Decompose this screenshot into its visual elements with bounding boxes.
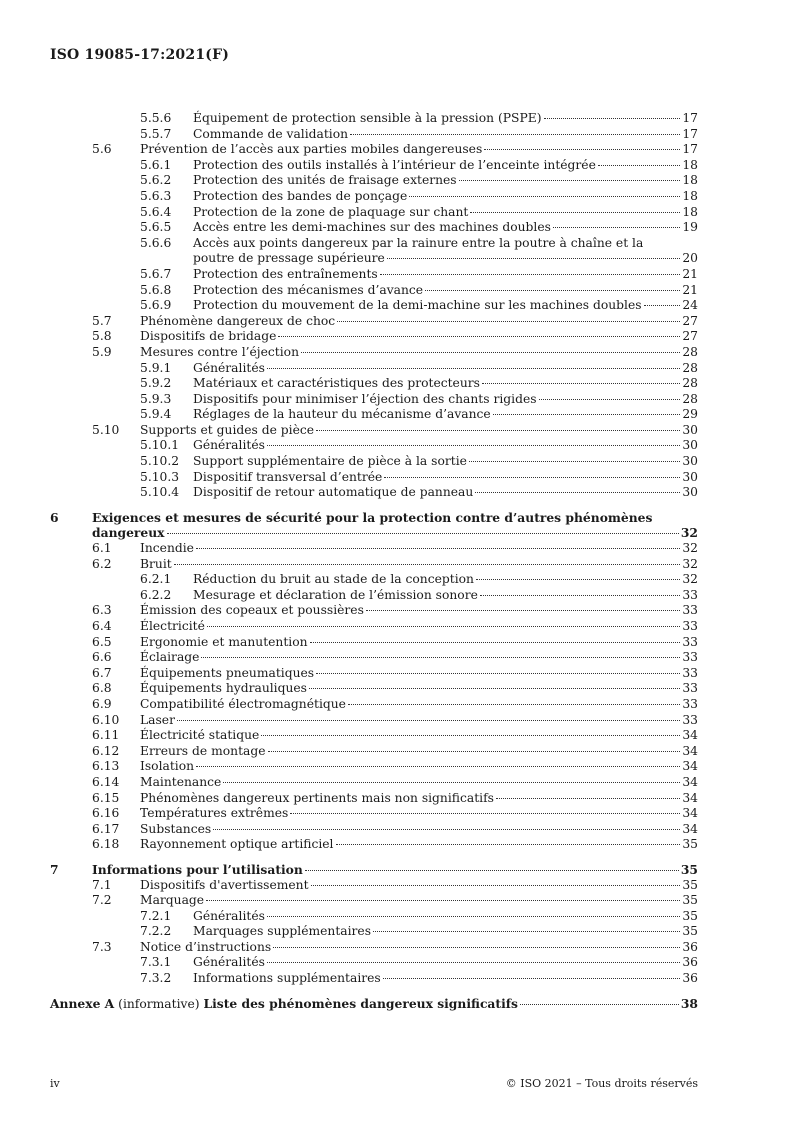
toc-entry[interactable] <box>50 744 698 760</box>
toc-entry-title: Dispositifs d'avertissement <box>140 877 309 892</box>
toc-annex-title <box>50 996 518 1013</box>
dot-leader <box>174 564 681 565</box>
table-of-contents <box>50 111 698 1011</box>
dot-leader <box>475 492 680 493</box>
toc-entry-number: 6.16 <box>92 806 120 821</box>
toc-entry-title: Températures extrêmes <box>140 806 289 821</box>
toc-entry-title: Éclairage <box>140 650 200 665</box>
toc-entry-title: Exigences et mesures de sécurité pour la protection contre d’autres phénomènes <box>92 509 653 525</box>
toc-entry[interactable] <box>50 251 698 267</box>
dot-leader <box>316 430 680 431</box>
toc-entry-title: Généralités <box>193 438 265 453</box>
toc-entry-title: Marquages supplémentaires <box>193 924 372 939</box>
toc-page-number: 35 <box>682 908 698 923</box>
toc-page-number: 36 <box>682 971 698 986</box>
toc-entry-number: 6.8 <box>92 681 112 696</box>
dot-leader <box>336 844 681 845</box>
toc-entry[interactable] <box>50 423 698 439</box>
toc-page-number: 32 <box>682 572 698 587</box>
toc-entry-title: Protection du mouvement de la demi-machine sur les machines doubles <box>193 298 642 313</box>
toc-entry[interactable] <box>50 361 698 377</box>
toc-entry[interactable] <box>50 603 698 619</box>
toc-entry[interactable] <box>50 158 698 174</box>
toc-page-number: 36 <box>682 955 698 970</box>
toc-entry[interactable] <box>50 283 698 299</box>
toc-entry-title: Électricité statique <box>140 728 260 743</box>
toc-page-number: 35 <box>682 877 698 892</box>
toc-page-number: 30 <box>682 422 698 437</box>
toc-entry-number: 5.6 <box>92 142 112 157</box>
annex-title-text: Liste des phénomènes dangereux significatifs <box>203 995 518 1011</box>
toc-entry[interactable] <box>50 635 698 651</box>
annex-qualifier: (informative) <box>118 996 200 1011</box>
dot-leader <box>350 134 680 135</box>
toc-entry[interactable] <box>50 267 698 283</box>
dot-leader <box>207 626 680 627</box>
dot-leader <box>539 399 681 400</box>
toc-page-number: 34 <box>682 790 698 805</box>
toc-entry-title: Dispositifs pour minimiser l’éjection des chants rigides <box>193 391 537 406</box>
toc-page-number: 33 <box>682 712 698 727</box>
toc-page-number: 33 <box>682 665 698 680</box>
toc-entry-number: 6.2 <box>92 556 112 571</box>
toc-entry-title: Informations pour l’utilisation <box>92 861 303 877</box>
toc-entry-title: Incendie <box>140 541 194 556</box>
toc-entry[interactable] <box>50 345 698 361</box>
dot-leader <box>348 704 680 705</box>
toc-entry[interactable] <box>50 557 698 573</box>
dot-leader <box>493 414 681 415</box>
toc-entry-number: 5.9 <box>92 344 112 359</box>
dot-leader <box>598 165 680 166</box>
toc-page-number: 21 <box>682 282 698 297</box>
toc-entry-title: Notice d’instructions <box>140 939 272 954</box>
toc-entry-title: Substances <box>140 821 212 836</box>
toc-entry-number: 5.10.2 <box>140 454 180 469</box>
toc-page-number: 33 <box>682 587 698 602</box>
toc-entry-line <box>50 236 698 252</box>
toc-entry-number: 5.10.3 <box>140 469 180 484</box>
toc-entry-number: 6.2.1 <box>140 572 172 587</box>
toc-entry-number: 5.10 <box>92 422 120 437</box>
toc-entry-title: Mesurage et déclaration de l’émission sonore <box>193 587 478 602</box>
dot-leader <box>520 1004 679 1005</box>
toc-page-number: 32 <box>682 556 698 571</box>
dot-leader <box>305 870 679 871</box>
toc-entry[interactable] <box>50 438 698 454</box>
toc-entry-title: Matériaux et caractéristiques des protecteurs <box>193 376 480 391</box>
toc-entry-title: Dispositifs de bridage <box>140 329 277 344</box>
toc-annex-entry[interactable] <box>50 996 698 1012</box>
toc-page-number: 21 <box>682 266 698 281</box>
toc-entry-title: Rayonnement optique artificiel <box>140 837 334 852</box>
toc-entry[interactable] <box>50 314 698 330</box>
toc-entry-number: 5.6.6 <box>140 235 172 250</box>
toc-entry-title: Mesures contre l’éjection <box>140 344 299 359</box>
toc-entry[interactable] <box>50 759 698 775</box>
toc-entry-number: 6.15 <box>92 790 120 805</box>
toc-entry[interactable] <box>50 392 698 408</box>
toc-entry[interactable] <box>50 650 698 666</box>
dot-leader <box>273 947 680 948</box>
toc-page-number: 33 <box>682 634 698 649</box>
toc-entry-number: 5.6.4 <box>140 204 172 219</box>
dot-leader <box>309 688 680 689</box>
toc-entry-number: 7.1 <box>92 877 112 892</box>
dot-leader <box>196 766 680 767</box>
toc-entry[interactable] <box>50 588 698 604</box>
toc-entry[interactable] <box>50 127 698 143</box>
toc-entry-number: 5.5.7 <box>140 126 172 141</box>
toc-entry[interactable] <box>50 878 698 894</box>
toc-page-number: 33 <box>682 681 698 696</box>
dot-leader <box>316 673 680 674</box>
dot-leader <box>310 642 681 643</box>
toc-entry[interactable] <box>50 470 698 486</box>
toc-entry-number: 5.6.9 <box>140 298 172 313</box>
toc-entry[interactable] <box>50 619 698 635</box>
toc-entry[interactable] <box>50 713 698 729</box>
toc-entry[interactable] <box>50 205 698 221</box>
toc-entry[interactable] <box>50 837 698 853</box>
dot-leader <box>261 735 680 736</box>
dot-leader <box>383 978 681 979</box>
toc-entry-number: 6.14 <box>92 774 120 789</box>
toc-entry-title: Maintenance <box>140 774 222 789</box>
toc-entry-title: dangereux <box>92 525 165 541</box>
toc-entry-title: Dispositif de retour automatique de panneau <box>193 485 474 500</box>
dot-leader <box>553 227 680 228</box>
dot-leader <box>484 149 680 150</box>
dot-leader <box>267 445 680 446</box>
toc-entry-title: Émission des copeaux et poussières <box>140 603 364 618</box>
toc-entry[interactable] <box>50 329 698 345</box>
toc-page-number: 30 <box>682 438 698 453</box>
toc-page-number: 33 <box>682 650 698 665</box>
toc-entry-number: 6.18 <box>92 837 120 852</box>
toc-entry-number: 7.2 <box>92 893 112 908</box>
toc-entry[interactable] <box>50 862 698 878</box>
toc-page-number: 34 <box>682 821 698 836</box>
toc-page-number: 33 <box>682 696 698 711</box>
toc-entry-number: 5.9.2 <box>140 376 172 391</box>
dot-leader <box>366 610 680 611</box>
toc-page-number: 34 <box>682 759 698 774</box>
toc-entry-title: Dispositif transversal d’entrée <box>193 469 383 484</box>
toc-entry-title: Protection des bandes de ponçage <box>193 188 408 203</box>
toc-entry-title: Équipements pneumatiques <box>140 665 315 680</box>
dot-leader <box>278 336 680 337</box>
toc-entry-title: Protection des entraînements <box>193 266 378 281</box>
toc-entry-title: Compatibilité électromagnétique <box>140 696 346 711</box>
dot-leader <box>387 258 681 259</box>
toc-entry-title: Phénomènes dangereux pertinents mais non significatifs <box>140 790 494 805</box>
toc-entry-number: 7 <box>50 861 59 877</box>
toc-entry-title: Protection des mécanismes d’avance <box>193 282 424 297</box>
toc-entry[interactable] <box>50 728 698 744</box>
toc-entry-title: Équipements hydrauliques <box>140 681 307 696</box>
toc-entry[interactable] <box>50 775 698 791</box>
dot-leader <box>311 885 681 886</box>
toc-entry-number: 5.9.1 <box>140 360 172 375</box>
dot-leader <box>544 118 681 119</box>
toc-entry-number: 5.6.3 <box>140 188 172 203</box>
toc-page-number: 27 <box>682 313 698 328</box>
toc-entry-number: 6.3 <box>92 603 112 618</box>
toc-entry-number: 6.13 <box>92 759 120 774</box>
toc-page-number: 35 <box>682 837 698 852</box>
dot-leader <box>476 579 680 580</box>
toc-page-number: 28 <box>682 376 698 391</box>
toc-page-number: 38 <box>680 995 698 1011</box>
toc-page-number: 30 <box>682 485 698 500</box>
toc-page-number: 36 <box>682 939 698 954</box>
toc-page-number: 17 <box>682 111 698 125</box>
toc-entry-number: 6 <box>50 509 59 525</box>
toc-entry-title: Réduction du bruit au stade de la conception <box>193 572 474 587</box>
toc-entry[interactable] <box>50 376 698 392</box>
dot-leader <box>469 461 680 462</box>
dot-leader <box>380 274 681 275</box>
toc-entry-number: 6.11 <box>92 728 120 743</box>
dot-leader <box>459 180 681 181</box>
toc-entry-number: 5.6.5 <box>140 220 172 235</box>
toc-entry-number: 5.9.3 <box>140 391 172 406</box>
toc-entry-number: 5.6.8 <box>140 282 172 297</box>
toc-entry[interactable] <box>50 971 698 987</box>
toc-entry-number: 5.9.4 <box>140 407 172 422</box>
toc-entry-title: Prévention de l’accès aux parties mobiles dangereuses <box>140 142 483 157</box>
toc-entry-title: Phénomène dangereux de choc <box>140 313 336 328</box>
toc-page-number: 34 <box>682 806 698 821</box>
toc-entry-title: Protection des outils installés à l’intérieur de l’enceinte intégrée <box>193 157 596 172</box>
toc-page-number: 19 <box>682 220 698 235</box>
toc-entry[interactable] <box>50 525 698 541</box>
dot-leader <box>409 196 680 197</box>
toc-entry-title: Protection des unités de fraisage externes <box>193 173 457 188</box>
dot-leader <box>267 962 680 963</box>
toc-entry-title: Supports et guides de pièce <box>140 422 315 437</box>
toc-entry-title: Généralités <box>193 908 265 923</box>
toc-entry-line <box>50 510 698 526</box>
toc-page-number: 17 <box>682 126 698 141</box>
dot-leader <box>268 751 681 752</box>
toc-entry-title: Erreurs de montage <box>140 743 266 758</box>
toc-entry-number: 5.5.6 <box>140 111 172 125</box>
toc-page-number: 32 <box>680 525 698 541</box>
toc-page-number: 18 <box>682 188 698 203</box>
toc-entry[interactable] <box>50 220 698 236</box>
toc-entry[interactable] <box>50 822 698 838</box>
toc-page-number: 18 <box>682 173 698 188</box>
toc-entry[interactable] <box>50 681 698 697</box>
toc-entry-number: 6.5 <box>92 634 112 649</box>
toc-entry-number: 5.8 <box>92 329 112 344</box>
toc-entry-number: 7.2.1 <box>140 908 172 923</box>
toc-page-number: 28 <box>682 344 698 359</box>
toc-entry-number: 5.10.4 <box>140 485 180 500</box>
toc-entry-title: Laser <box>140 712 175 727</box>
toc-entry-number: 7.3.1 <box>140 955 172 970</box>
dot-leader <box>384 477 680 478</box>
toc-entry-title: Informations supplémentaires <box>193 971 381 986</box>
annex-label: Annexe A <box>50 995 115 1011</box>
dot-leader <box>213 829 680 830</box>
toc-entry-number: 6.1 <box>92 541 112 556</box>
toc-entry-number: 7.3.2 <box>140 971 172 986</box>
toc-entry[interactable] <box>50 572 698 588</box>
toc-entry[interactable] <box>50 298 698 314</box>
toc-entry[interactable] <box>50 666 698 682</box>
toc-entry-title: Support supplémentaire de pièce à la sortie <box>193 454 467 469</box>
toc-entry[interactable] <box>50 806 698 822</box>
toc-page-number: 35 <box>680 861 698 877</box>
toc-entry-title: Accès aux points dangereux par la rainure entre la poutre à chaîne et la <box>193 235 644 250</box>
toc-page-number: 33 <box>682 619 698 633</box>
toc-entry-number: 7.3 <box>92 939 112 954</box>
toc-entry-title: Isolation <box>140 759 195 774</box>
dot-leader <box>206 900 680 901</box>
toc-page-number: 27 <box>682 329 698 344</box>
toc-entry-title: Ergonomie et manutention <box>140 634 308 649</box>
toc-page-number: 29 <box>682 407 698 422</box>
toc-entry[interactable] <box>50 909 698 925</box>
toc-entry[interactable] <box>50 955 698 971</box>
dot-leader <box>644 305 681 306</box>
toc-entry[interactable] <box>50 924 698 940</box>
toc-entry-number: 6.12 <box>92 743 120 758</box>
toc-entry-title: Bruit <box>140 556 172 571</box>
toc-entry[interactable] <box>50 142 698 158</box>
toc-entry[interactable] <box>50 485 698 501</box>
toc-entry-number: 5.7 <box>92 313 112 328</box>
dot-leader <box>223 782 680 783</box>
toc-page-number: 32 <box>682 541 698 556</box>
toc-entry-number: 6.7 <box>92 665 112 680</box>
dot-leader <box>373 931 680 932</box>
toc-entry-number: 5.10.1 <box>140 438 180 453</box>
toc-entry[interactable] <box>50 407 698 423</box>
dot-leader <box>167 533 679 534</box>
toc-page-number: 18 <box>682 204 698 219</box>
document-id-header: ISO 19085-17:2021(F) <box>50 47 230 63</box>
toc-page-number: 24 <box>682 298 698 313</box>
toc-page-number: 30 <box>682 469 698 484</box>
toc-page-number: 28 <box>682 391 698 406</box>
dot-leader <box>482 383 680 384</box>
toc-entry[interactable] <box>50 173 698 189</box>
toc-entry-number: 6.9 <box>92 696 112 711</box>
dot-leader <box>496 798 680 799</box>
toc-page-number: 17 <box>682 142 698 157</box>
dot-leader <box>267 368 680 369</box>
toc-page-number: 34 <box>682 774 698 789</box>
toc-entry-title: Généralités <box>193 360 265 375</box>
dot-leader <box>337 321 680 322</box>
toc-entry-number: 5.6.1 <box>140 157 172 172</box>
toc-page-number: 34 <box>682 728 698 743</box>
toc-entry-title: poutre de pressage supérieure <box>193 251 385 266</box>
dot-leader <box>196 548 680 549</box>
toc-entry-number: 6.4 <box>92 619 112 633</box>
toc-page-number: 34 <box>682 743 698 758</box>
toc-page-number: 33 <box>682 603 698 618</box>
toc-entry[interactable] <box>50 189 698 205</box>
toc-entry-title: Généralités <box>193 955 265 970</box>
toc-entry[interactable] <box>50 454 698 470</box>
toc-entry-number: 5.6.7 <box>140 266 172 281</box>
toc-entry[interactable] <box>50 791 698 807</box>
toc-entry[interactable] <box>50 893 698 909</box>
toc-entry-title: Équipement de protection sensible à la pression (PSPE) <box>193 111 542 125</box>
toc-entry[interactable] <box>50 111 698 127</box>
dot-leader <box>290 813 680 814</box>
dot-leader <box>470 212 680 213</box>
toc-entry-title: Accès entre les demi-machines sur des machines doubles <box>193 220 551 235</box>
toc-entry-title: Électricité <box>140 619 205 633</box>
toc-entry-number: 6.17 <box>92 821 120 836</box>
dot-leader <box>177 720 680 721</box>
toc-page-number: 18 <box>682 157 698 172</box>
dot-leader <box>301 352 680 353</box>
dot-leader <box>201 657 680 658</box>
toc-entry-title: Commande de validation <box>193 126 349 141</box>
toc-page-number: 35 <box>682 924 698 939</box>
toc-page-number: 28 <box>682 360 698 375</box>
toc-entry[interactable] <box>50 541 698 557</box>
dot-leader <box>267 916 680 917</box>
dot-leader <box>425 290 680 291</box>
toc-page-number: 35 <box>682 893 698 908</box>
toc-page-number: 20 <box>682 251 698 266</box>
copyright-notice: © ISO 2021 – Tous droits réservés <box>505 1077 698 1090</box>
toc-entry[interactable] <box>50 940 698 956</box>
toc-entry-title: Réglages de la hauteur du mécanisme d’avance <box>193 407 491 422</box>
page-number: iv <box>50 1077 60 1090</box>
toc-entry-number: 7.2.2 <box>140 924 172 939</box>
dot-leader <box>480 595 680 596</box>
toc-entry-number: 5.6.2 <box>140 173 172 188</box>
toc-entry-title: Marquage <box>140 893 205 908</box>
toc-entry-number: 6.6 <box>92 650 112 665</box>
toc-entry-title: Protection de la zone de plaquage sur chant <box>193 204 469 219</box>
toc-page-number: 30 <box>682 454 698 469</box>
toc-entry-number: 6.10 <box>92 712 120 727</box>
toc-entry-number: 6.2.2 <box>140 587 172 602</box>
toc-entry[interactable] <box>50 697 698 713</box>
